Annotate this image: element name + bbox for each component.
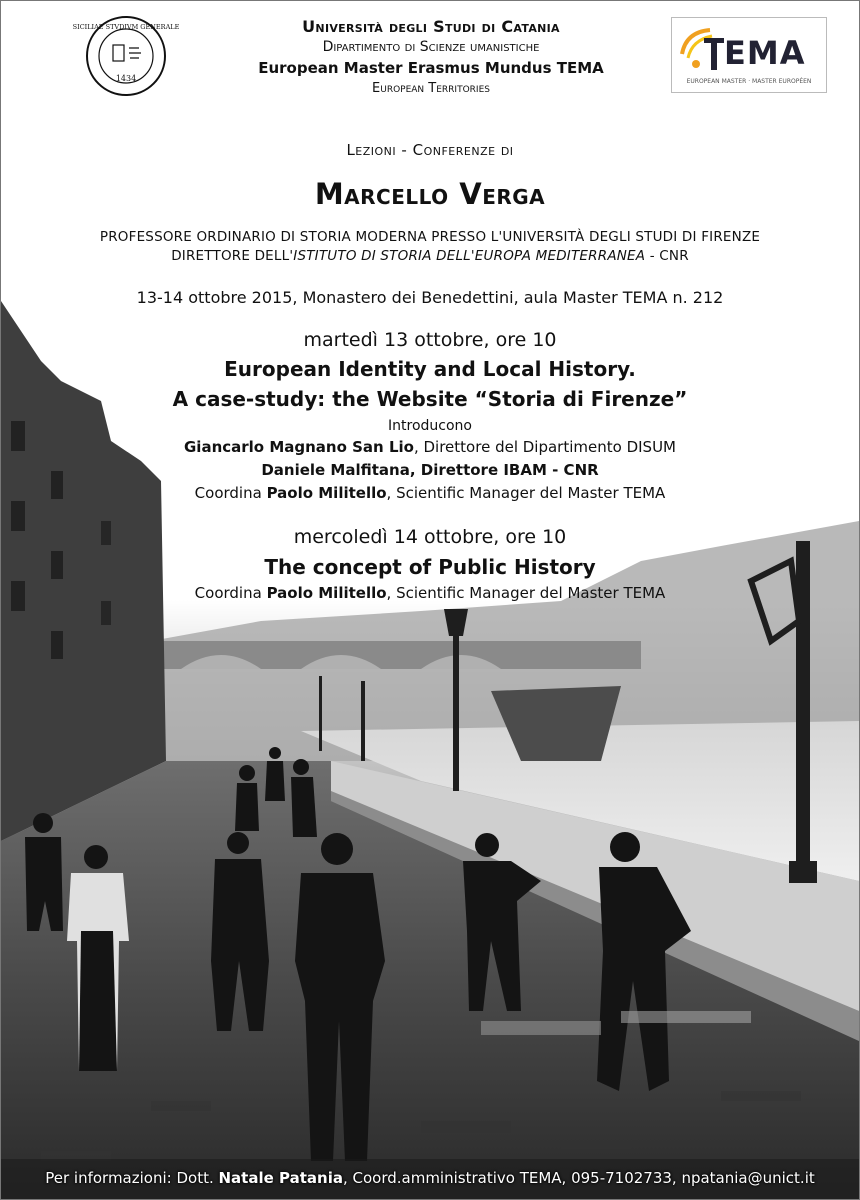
- session2-coordinator: [1, 584, 859, 602]
- session1-title-line1: European Identity and Local History.: [224, 357, 636, 381]
- dates-place: 13-14 ottobre 2015, Monastero dei Benedettini, aula Master TEMA n. 212: [136, 288, 724, 307]
- footer-suffix: , Coord.amministrativo TEMA, 095-7102733, npatania@unict.it: [342, 1169, 815, 1187]
- seal-text: SICILIAE STVDIVM GENERALE: [72, 23, 180, 31]
- role2-pre: DIRETTORE DELL': [171, 248, 294, 264]
- coord1-label: Coordina: [194, 484, 267, 502]
- coord1-role: , Scientific Manager del Master TEMA: [386, 484, 666, 502]
- tema-logo-subtitle: EUROPEAN MASTER · MASTER EUROPÉEN: [686, 78, 812, 85]
- university-name: Università degli Studi di Catania: [302, 17, 560, 36]
- university-seal-icon: [72, 15, 180, 97]
- session1-intro-label: Introducono: [388, 418, 472, 434]
- seal-year: 1434: [115, 74, 137, 83]
- speaker-name: Marcello Verga: [314, 177, 546, 211]
- session1-coordinator: [1, 484, 859, 502]
- speaker-role-line2: [1, 248, 859, 264]
- session1-intro2: Daniele Malfitana, Direttore IBAM - CNR: [261, 461, 599, 479]
- footer-contact-name: Natale Patania: [218, 1169, 343, 1187]
- coord2-role: , Scientific Manager del Master TEMA: [386, 584, 666, 602]
- intro1-role: , Direttore del Dipartimento DISUM: [413, 438, 676, 456]
- session1-intro1: [1, 438, 859, 456]
- role2-post: - CNR: [645, 248, 689, 264]
- territories-label: European Territories: [372, 81, 490, 96]
- session2-title: The concept of Public History: [264, 555, 596, 579]
- tema-logo-text: EMA: [724, 34, 806, 72]
- coord2-label: Coordina: [194, 584, 267, 602]
- intro1-name: Giancarlo Magnano San Lio: [184, 438, 414, 456]
- footer-prefix: Per informazioni: Dott.: [45, 1169, 219, 1187]
- tema-logo-icon: [676, 24, 728, 74]
- footer-info: [1, 1169, 859, 1187]
- coord1-name: Paolo Militello: [266, 484, 387, 502]
- tema-logo: [671, 17, 827, 93]
- coord2-name: Paolo Militello: [266, 584, 387, 602]
- master-name: European Master Erasmus Mundus TEMA: [258, 59, 604, 77]
- session1-day: martedì 13 ottobre, ore 10: [303, 329, 557, 351]
- session2-day: mercoledì 14 ottobre, ore 10: [293, 526, 567, 548]
- series-label: Lezioni - Conferenze di: [346, 141, 514, 159]
- role2-institute: ISTITUTO DI STORIA DELL'EUROPA MEDITERRANEA: [293, 248, 646, 264]
- department-name: Dipartimento di Scienze umanistiche: [322, 39, 540, 55]
- speaker-role-line1: PROFESSORE ORDINARIO DI STORIA MODERNA PRESSO L'UNIVERSITÀ DEGLI STUDI DI FIRENZE: [99, 229, 761, 245]
- session1-title-line2: A case-study: the Website “Storia di Firenze”: [172, 387, 688, 411]
